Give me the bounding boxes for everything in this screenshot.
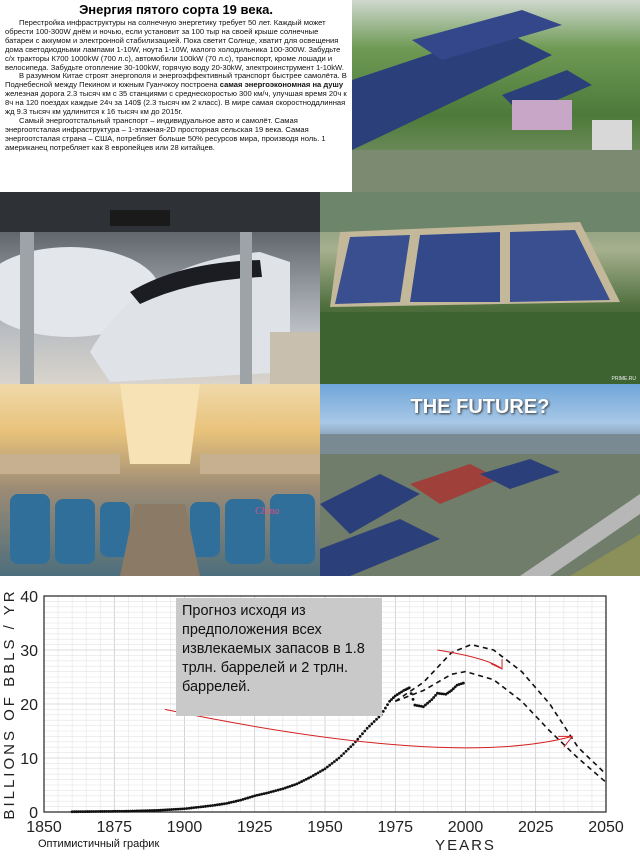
historical-data-point xyxy=(462,682,465,685)
x-tick-label: 1900 xyxy=(166,819,203,836)
train-illustration xyxy=(0,192,320,384)
historical-data-point xyxy=(214,804,217,807)
house-wall xyxy=(512,100,572,130)
historical-data-point xyxy=(347,748,350,751)
shed xyxy=(592,120,632,150)
historical-data-point xyxy=(260,793,263,796)
interior-watermark: China xyxy=(255,506,280,517)
historical-data-point xyxy=(386,703,389,706)
historical-data-point xyxy=(317,771,320,774)
historical-data-point xyxy=(324,767,327,770)
historical-data-point xyxy=(361,732,364,735)
historical-data-point xyxy=(232,800,235,803)
historical-data-point xyxy=(370,722,373,725)
forecast-line xyxy=(395,672,606,783)
aisle xyxy=(120,504,200,576)
solar-houses-photo xyxy=(352,0,640,192)
article-paragraph-1: Перестройка инфраструктуры на солнечную энергетику требует 50 лет. Каждый может обрести 100-300W днём и ночью, если установит за 100 тыр на своей крыше солнечные батареи с аккумом и электронной стабилизацией. Пока светит Солнце, хватит для освещения дома светодиодными лампами 1-10W, ноута 1-10W, малого холодильника 100-300W. Забудьте с/х тракторы К700 1000kW (700 л.с), автомобили 100kW (70 л.с), транспорт, кроме лошади и велосипеда. Забудьте отопление 30-100kW, горячую воду 20-30kW, электроинструмент 1-10kW. xyxy=(5,18,344,72)
x-tick-label: 1950 xyxy=(307,819,343,836)
historical-data-point xyxy=(366,727,369,730)
historical-data-point xyxy=(225,802,228,805)
y-tick-label: 40 xyxy=(20,589,38,606)
historical-data-point xyxy=(267,791,270,794)
y-tick-label: 0 xyxy=(29,805,38,822)
historical-data-point xyxy=(368,725,371,728)
historical-data-point xyxy=(216,803,219,806)
historical-data-point xyxy=(377,716,380,719)
x-tick-label: 1850 xyxy=(26,819,62,836)
article-panel xyxy=(0,0,352,192)
historical-data-point xyxy=(328,764,331,767)
historical-data-point xyxy=(384,707,387,710)
historical-data-point xyxy=(256,794,259,797)
historical-data-point xyxy=(221,803,224,806)
article-paragraph-2-end: железная дорога 2.3 тысяч км с 35 станциями с среднескоростью 300 км/ч, улучшая время 20ч к 8ч на 120 поездах каждые 24ч за 140$ (2.3 тысяч км 2 класс). В мире самая скоростноддлинная жд 9.3 тысяч км удлинится к 16 тысяч км до 2015г. xyxy=(5,89,347,117)
historical-data-point xyxy=(228,801,231,804)
y-tick-label: 20 xyxy=(20,697,38,714)
future-town-photo xyxy=(320,384,640,576)
historical-data-point xyxy=(333,760,336,763)
x-tick-label: 2025 xyxy=(517,819,554,836)
historical-data-point xyxy=(270,791,273,794)
station-sign xyxy=(110,210,170,226)
forecast-annotation: Прогноз исходя из предположения всех извлекаемых запасов в 1.8 трлн. баррелей и 2 трлн. баррелей. xyxy=(176,598,382,716)
train-interior-illustration xyxy=(0,384,320,576)
x-tick-label: 2050 xyxy=(588,819,624,836)
luggage-rack-right xyxy=(200,454,320,474)
historical-data-point xyxy=(326,766,329,769)
solar-houses-illustration xyxy=(352,0,640,192)
historical-data-point xyxy=(363,730,366,733)
historical-data-point xyxy=(230,801,233,804)
article-paragraph-3: Самый энергоотстальный транспорт – индивидуальное авто и самолёт. Самая энергоотсталая инфраструктура – 1-этажная-2D просторная сельская 19 века. Самая энергоотсталая страна – США, потребляет больше 50% ресурсов мира, производя ноль. 1 американец потребляет как 8 европейцев или 28 китайцев. xyxy=(5,115,326,152)
historical-data-point xyxy=(412,698,415,701)
historical-data-point xyxy=(258,793,261,796)
future-title: THE FUTURE? xyxy=(410,396,550,418)
seat-2 xyxy=(55,499,95,564)
historical-data-point xyxy=(253,794,256,797)
historical-data-point xyxy=(237,799,240,802)
distant-hills xyxy=(320,434,640,454)
chart-caption: Оптимистичный график xyxy=(38,838,160,850)
historical-data-point xyxy=(408,686,411,689)
y-tick-label: 10 xyxy=(20,751,38,768)
solar-field-2 xyxy=(410,232,500,302)
seat-1 xyxy=(10,494,50,564)
x-axis-label: YEARS xyxy=(435,837,496,854)
historical-data-point xyxy=(274,789,277,792)
historical-data-point xyxy=(349,745,352,748)
historical-data-point xyxy=(277,789,280,792)
historical-data-point xyxy=(319,770,322,773)
historical-data-point xyxy=(359,735,362,738)
historical-data-point xyxy=(279,788,282,791)
historical-data-point xyxy=(340,754,343,757)
article-paragraph-2-start: В разумном Китае строят энергополя и энергоэффективный транспорт быстрее самолёта. В Поднебесной между Пекином и южным Гуанчжоу построена xyxy=(5,71,347,90)
historical-data-point xyxy=(434,694,437,697)
historical-data-point xyxy=(338,757,341,760)
solar-farm-illustration xyxy=(320,192,640,384)
pillar-2 xyxy=(240,232,252,384)
historical-data-point xyxy=(265,792,268,795)
platform xyxy=(270,332,320,384)
horizon-forest xyxy=(320,192,640,232)
y-axis-label: BILLIONS OF BBLS / YR xyxy=(1,588,18,820)
article-paragraph-2-bold: самая энергоэкономная на душу xyxy=(219,80,344,90)
foreground-forest xyxy=(320,312,640,384)
x-tick-label: 1925 xyxy=(236,819,273,836)
historical-data-point xyxy=(382,710,385,713)
historical-data-point xyxy=(223,802,226,805)
high-speed-train-photo xyxy=(0,192,320,384)
x-tick-label: 2000 xyxy=(447,819,484,836)
article-paragraph-2 xyxy=(5,72,347,117)
historical-data-point xyxy=(211,804,214,807)
historical-data-point xyxy=(321,769,324,772)
seat-3 xyxy=(100,502,130,557)
historical-data-point xyxy=(314,773,317,776)
historical-data-point xyxy=(310,776,313,779)
historical-data-point xyxy=(356,738,359,741)
pillar-1 xyxy=(20,232,34,384)
historical-data-point xyxy=(430,698,433,701)
seat-4 xyxy=(190,502,220,557)
x-tick-label: 1975 xyxy=(377,819,414,836)
y-tick-label: 30 xyxy=(20,643,38,660)
article-title: Энергия пятого сорта 19 века. xyxy=(79,2,273,17)
ground xyxy=(352,150,640,192)
historical-data-point xyxy=(345,750,348,753)
historical-data-point xyxy=(342,752,345,755)
historical-data-point xyxy=(375,718,378,721)
historical-data-point xyxy=(352,743,355,746)
historical-data-point xyxy=(263,792,266,795)
historical-data-point xyxy=(218,803,221,806)
historical-data-point xyxy=(312,774,315,777)
train-interior-photo xyxy=(0,384,320,576)
solar-farm-watermark: PRIME.RU xyxy=(611,376,636,382)
historical-data-point xyxy=(335,758,338,761)
oil-production-chart xyxy=(0,576,640,856)
historical-data-point xyxy=(432,696,435,699)
historical-data-point xyxy=(272,790,275,793)
ceiling-light xyxy=(120,384,200,464)
luggage-rack-left xyxy=(0,454,120,474)
historical-data-point xyxy=(373,720,376,723)
historical-data-point xyxy=(331,762,334,765)
historical-data-point xyxy=(235,800,238,803)
solar-farm-photo xyxy=(320,192,640,384)
x-tick-label: 1875 xyxy=(96,819,133,836)
seat-6 xyxy=(270,494,315,564)
